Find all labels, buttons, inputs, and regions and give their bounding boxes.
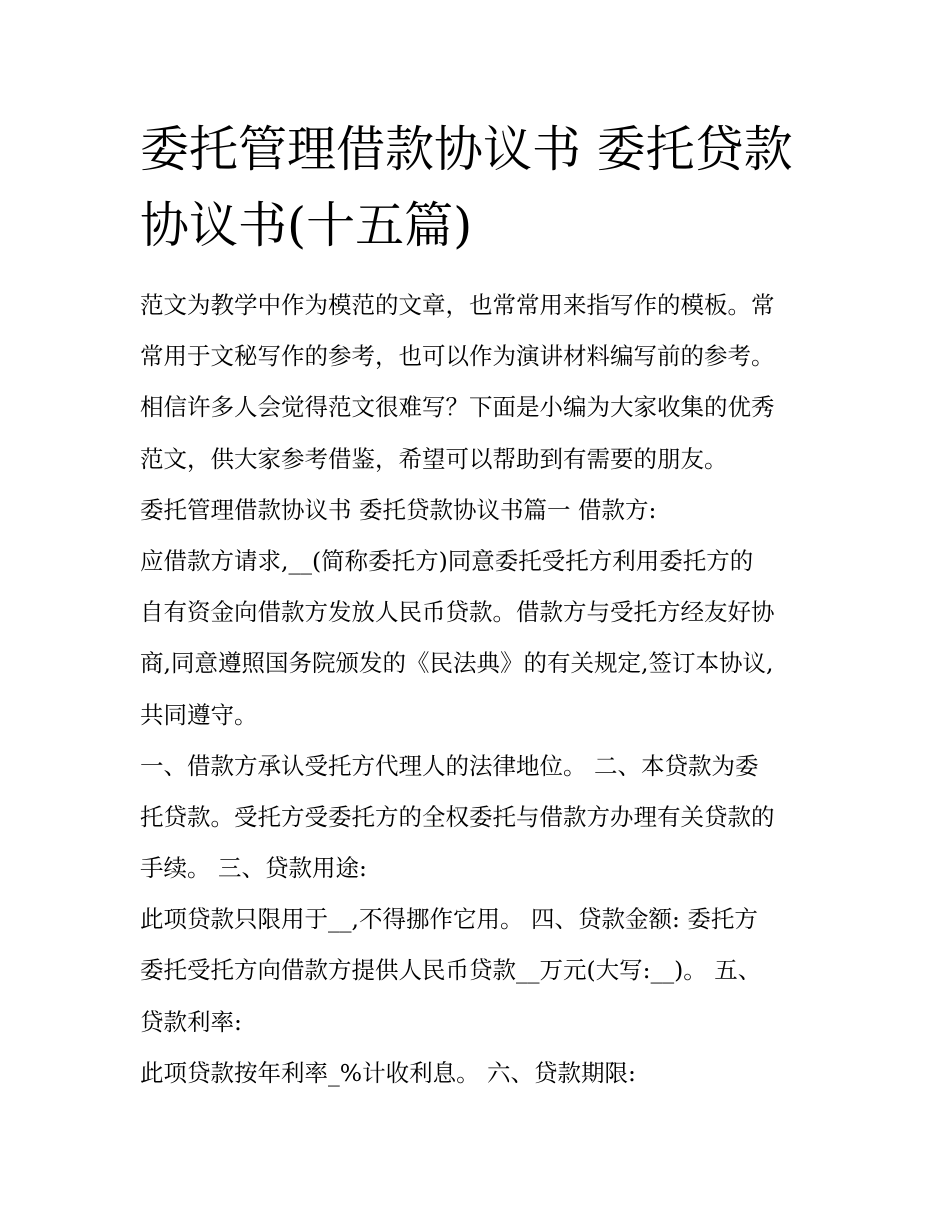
document-body [140,280,830,1099]
title-line: 协议书(十五篇) [140,197,473,254]
body-line: 委托管理借款协议书 委托贷款协议书篇一 借款方: [140,495,657,524]
body-line: 此项贷款按年利率_%计收利息。 六、贷款期限: [140,1058,636,1087]
document-title [140,112,840,264]
body-line: 常用于文秘写作的参考，也可以作为演讲材料编写前的参考。 [140,342,775,371]
body-line: 一、借款方承认受托方代理人的法律地位。 二、本贷款为委 [140,751,759,780]
body-line: 手续。 三、贷款用途: [140,854,367,883]
body-line: 托贷款。受托方受委托方的全权委托与借款方办理有关贷款的 [140,802,775,831]
title-line: 委托管理借款协议书 委托贷款 [140,121,793,178]
body-line: 自有资金向借款方发放人民币贷款。借款方与受托方经友好协 [140,598,775,627]
body-line: 商,同意遵照国务院颁发的《民法典》的有关规定,签订本协议, [140,649,774,678]
body-line: 范文为教学中作为模范的文章，也常常用来指写作的模板。常 [140,291,775,319]
body-line: 应借款方请求,__(简称委托方)同意委托受托方利用委托方的 [140,546,754,575]
body-line: 范文，供大家参考借鉴，希望可以帮助到有需要的朋友。 [140,444,728,473]
body-line: 此项贷款只限用于__,不得挪作它用。 四、贷款金额: 委托方 [140,905,758,934]
body-line: 相信许多人会觉得范文很难写？下面是小编为大家收集的优秀 [140,393,775,422]
body-line: 共同遵守。 [140,700,258,729]
body-line: 委托受托方向借款方提供人民币贷款__万元(大写:__)。 五、 [140,956,762,985]
body-line: 贷款利率: [140,1007,242,1036]
